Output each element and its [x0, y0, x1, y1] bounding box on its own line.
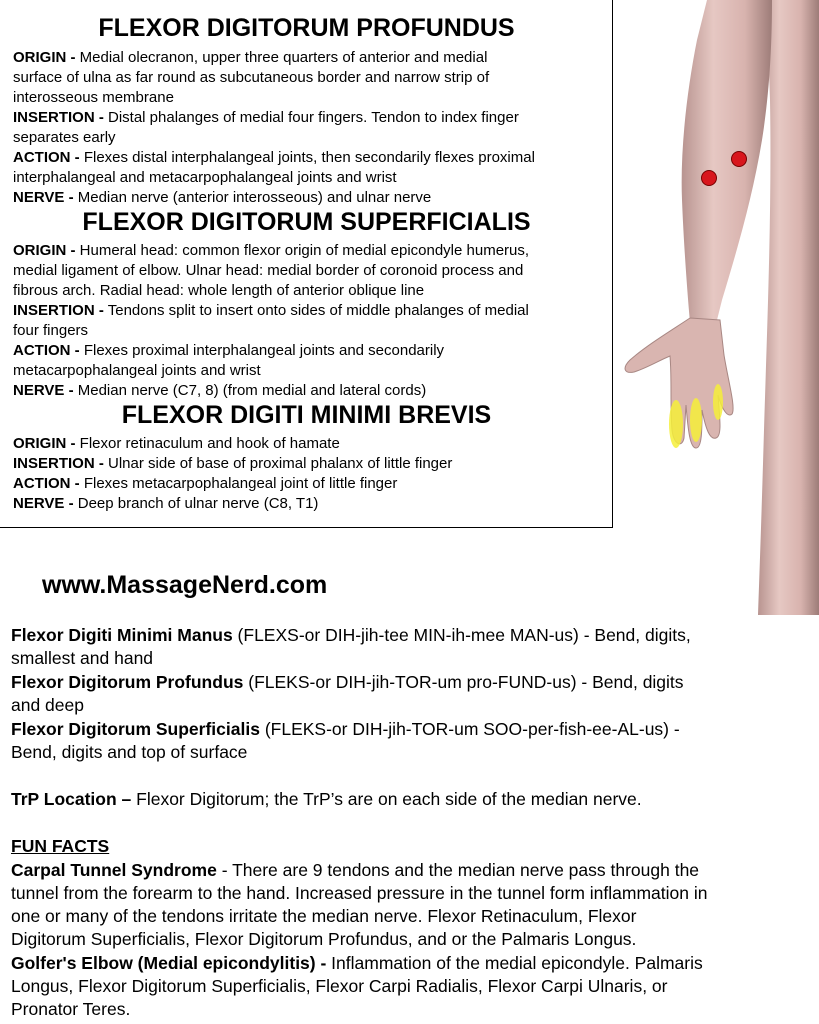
forearm [682, 0, 772, 322]
fds-origin: ORIGIN - Humeral head: common flexor origin of medial epicondyle humerus, [13, 242, 530, 259]
fds-origin-2: medial ligament of elbow. Ulnar head: medial border of coronoid process and [13, 262, 524, 279]
fdp-insertion-2: separates early [13, 129, 116, 146]
fdmb-action: ACTION - Flexes metacarpophalangeal joint of little finger [13, 475, 398, 492]
etymology-fds: Flexor Digitorum Superficialis (FLEKS-or DIH-jih-TOR-um SOO-per-fish-ee-AL-us) - [11, 719, 680, 739]
muscle-info-box [0, 0, 613, 528]
fds-insertion: INSERTION - Tendons split to insert onto sides of middle phalanges of medial [13, 302, 529, 319]
heading-fds: FLEXOR DIGITORUM SUPERFICIALIS [82, 208, 531, 236]
arm-illustration [612, 0, 819, 615]
etymology-fdp: Flexor Digitorum Profundus (FLEKS-or DIH-jih-TOR-um pro-FUND-us) - Bend, digits [11, 672, 684, 692]
trigger-point [732, 152, 747, 167]
carpal-tunnel-fact: Carpal Tunnel Syndrome - There are 9 tendons and the median nerve pass through the [11, 860, 700, 880]
fdp-nerve: NERVE - Median nerve (anterior interosseous) and ulnar nerve [13, 189, 432, 206]
golfers-elbow-fact-3: Pronator Teres. [11, 999, 131, 1019]
golfers-elbow-fact: Golfer's Elbow (Medial epicondylitis) - Inflammation of the medial epicondyle. Palmaris [11, 953, 703, 973]
fingertip-highlight [690, 398, 702, 442]
fds-action: ACTION - Flexes proximal interphalangeal joints and secondarily [13, 342, 445, 359]
etymology-fds-2: Bend, digits and top of surface [11, 742, 248, 762]
carpal-tunnel-fact-3: one or many of the tendons irritate the median nerve. Flexor Retinaculum, Flexor [11, 906, 637, 926]
heading-fdmb: FLEXOR DIGITI MINIMI BREVIS [121, 401, 492, 429]
carpal-tunnel-fact-2: tunnel from the forearm to the hand. Increased pressure in the tunnel form inflammation in [11, 883, 708, 903]
fds-origin-3: fibrous arch. Radial head: whole length of anterior oblique line [13, 282, 425, 299]
trp-location: TrP Location – Flexor Digitorum; the TrP’s are on each side of the median nerve. [11, 789, 642, 809]
fds-action-2: metacarpophalangeal joints and wrist [13, 362, 261, 379]
fdp-action: ACTION - Flexes distal interphalangeal joints, then secondarily flexes proximal [13, 149, 535, 166]
website-link[interactable]: www.MassageNerd.com [42, 571, 328, 599]
etymology-fdmm: Flexor Digiti Minimi Manus (FLEXS-or DIH-jih-tee MIN-ih-mee MAN-us) - Bend, digits, [11, 625, 691, 645]
carpal-tunnel-fact-4: Digitorum Superficialis, Flexor Digitorum Profundus, and or the Palmaris Longus. [11, 929, 637, 949]
trigger-point [702, 171, 717, 186]
fdp-action-2: interphalangeal and metacarpophalangeal joints and wrist [13, 169, 397, 186]
fds-nerve: NERVE - Median nerve (C7, 8) (from medial and lateral cords) [13, 382, 427, 399]
fingertip-highlight [713, 384, 723, 420]
heading-fdp: FLEXOR DIGITORUM PROFUNDUS [98, 14, 515, 42]
fds-insertion-2: four fingers [13, 322, 89, 339]
fdmb-insertion: INSERTION - Ulnar side of base of proximal phalanx of little finger [13, 455, 453, 472]
fun-facts-title: FUN FACTS [11, 836, 110, 856]
fdmb-nerve: NERVE - Deep branch of ulnar nerve (C8, T1) [13, 495, 319, 512]
fingertip-highlight [669, 400, 683, 448]
fdp-origin: ORIGIN - Medial olecranon, upper three quarters of anterior and medial [13, 49, 488, 66]
fdp-origin-2: surface of ulna as far round as subcutaneous border and narrow strip of [13, 69, 490, 86]
etymology-fdp-2: and deep [11, 695, 84, 715]
etymology-fdmm-2: smallest and hand [11, 648, 154, 668]
fdp-insertion: INSERTION - Distal phalanges of medial four fingers. Tendon to index finger [13, 109, 519, 126]
fdmb-origin: ORIGIN - Flexor retinaculum and hook of hamate [13, 435, 340, 452]
golfers-elbow-fact-2: Longus, Flexor Digitorum Superficialis, Flexor Carpi Radialis, Flexor Carpi Ulnaris, or [11, 976, 668, 996]
fdp-origin-3: interosseous membrane [13, 89, 174, 106]
